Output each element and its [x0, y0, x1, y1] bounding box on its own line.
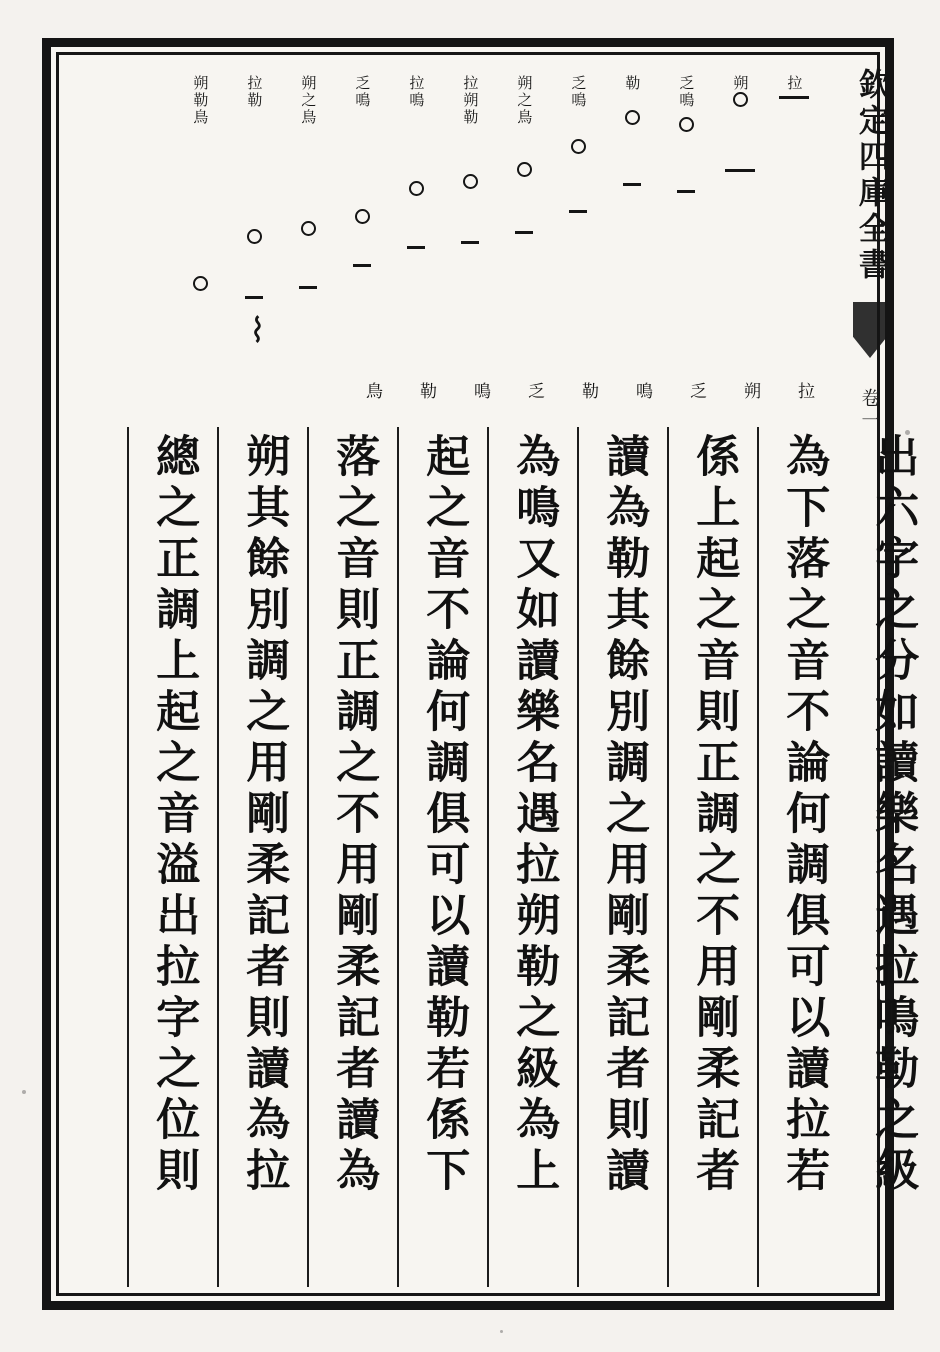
- notation-dash-icon: [185, 296, 215, 299]
- notation-syllable: 朔勒鳥: [191, 75, 210, 126]
- notation-syllable: 乏鳴: [569, 75, 588, 109]
- notation-column: [659, 75, 713, 299]
- notation-bottom-syllable: 乏: [686, 382, 706, 399]
- text-column-content: 起之音不論何調俱可以讀勒若係下: [418, 433, 470, 1198]
- notation-column: [551, 75, 605, 299]
- book-title: 欽定四庫全書: [852, 68, 889, 284]
- notation-dash-icon: [299, 286, 317, 289]
- notation-dot-icon: [409, 181, 424, 196]
- page-margin-column: [846, 60, 894, 1290]
- paper-speck: [500, 1330, 503, 1333]
- paper-speck: [22, 1090, 26, 1094]
- text-column: [307, 427, 397, 1287]
- notation-dash-icon: [725, 169, 755, 172]
- text-column: [127, 427, 217, 1287]
- notation-dash-icon: [569, 210, 587, 213]
- notation-syllable: 乏鳴: [353, 75, 372, 109]
- notation-column: [713, 75, 767, 299]
- notation-dot-icon: [247, 229, 262, 244]
- notation-column: [443, 75, 497, 299]
- notation-syllable: 拉勒: [245, 75, 264, 109]
- volume-label: 卷一: [858, 388, 881, 432]
- text-column-content: 總之正調上起之音溢出拉字之位則: [148, 433, 200, 1198]
- notation-bottom-syllable: 拉: [794, 382, 814, 399]
- text-column-content: 朔其餘別調之用剛柔記者則讀為拉: [238, 433, 290, 1198]
- notation-bottom-syllable: 鳴: [470, 382, 490, 399]
- notation-bottom-syllable: 朔: [740, 382, 760, 399]
- notation-syllable: 朔: [731, 75, 750, 92]
- notation-dot-icon: [517, 162, 532, 177]
- text-column: [577, 427, 667, 1287]
- text-column: [487, 427, 577, 1287]
- text-column-content: 落之音則正調之不用剛柔記者讀為: [328, 433, 380, 1198]
- notation-column: [281, 75, 335, 299]
- notation-column: [767, 75, 821, 299]
- notation-column: [335, 75, 389, 299]
- notation-column: [605, 75, 659, 299]
- notation-syllable: 朔之鳥: [515, 75, 534, 126]
- paper-speck: [905, 430, 910, 435]
- notation-syllable: 勒: [623, 75, 642, 92]
- notation-dot-icon: [193, 276, 208, 291]
- text-column-content: 出六字之分如讀樂名遇拉鳴勒之級: [867, 433, 919, 1198]
- notation-column: [497, 75, 551, 299]
- notation-bottom-syllable: 乏: [524, 382, 544, 399]
- notation-dot-icon: [301, 221, 316, 236]
- notation-dot-icon: [733, 92, 748, 107]
- main-text-block: [119, 427, 937, 1292]
- notation-syllable: 拉朔勒: [461, 75, 480, 126]
- notation-dot-icon: [355, 209, 370, 224]
- notation-dot-icon: [679, 117, 694, 132]
- text-column: [397, 427, 487, 1287]
- notation-column: [173, 75, 227, 299]
- text-column-content: 為鳴又如讀樂名遇拉朔勒之級為上: [508, 433, 560, 1198]
- text-column-content: 係上起之音則正調之不用剛柔記者: [688, 433, 740, 1198]
- notation-bottom-syllable: 鳴: [632, 382, 652, 399]
- page-inner-border: [56, 52, 919, 1296]
- notation-dash-icon: [407, 246, 425, 249]
- notation-dash-icon: [515, 231, 533, 234]
- notation-dash-icon: [623, 183, 641, 186]
- notation-bottom-syllable: 鳥: [362, 382, 382, 399]
- text-column-content: 為下落之音不論何調俱可以讀拉若: [778, 433, 830, 1198]
- notation-bottom-syllable: 勒: [416, 382, 436, 399]
- notation-dash-icon: [353, 264, 371, 267]
- notation-syllable-row: [173, 75, 821, 299]
- notation-curl-icon: ⌇: [247, 310, 267, 352]
- text-column: [667, 427, 757, 1287]
- notation-bottom-row: [331, 382, 817, 399]
- notation-syllable: 拉: [785, 75, 804, 92]
- text-column: [757, 427, 847, 1287]
- text-column: [217, 427, 307, 1287]
- text-column-content: 讀為勒其餘別調之用剛柔記者則讀: [598, 433, 650, 1198]
- notation-bottom-syllable: 勒: [578, 382, 598, 399]
- musical-notation-panel: [121, 75, 821, 405]
- notation-dot-icon: [787, 105, 802, 120]
- notation-dash-icon: [677, 190, 695, 193]
- fish-tail-icon: [853, 302, 887, 358]
- notation-syllable: 朔之鳥: [299, 75, 318, 126]
- notation-syllable: 拉鳴: [407, 75, 426, 109]
- notation-dash-icon: [245, 296, 263, 299]
- notation-dash-icon: [779, 96, 809, 99]
- notation-dot-icon: [463, 174, 478, 189]
- notation-dot-icon: [571, 139, 586, 154]
- notation-column: [389, 75, 443, 299]
- notation-dash-icon: [461, 241, 479, 244]
- notation-dot-icon: [625, 110, 640, 125]
- notation-syllable: 乏鳴: [677, 75, 696, 109]
- notation-column: [227, 75, 281, 299]
